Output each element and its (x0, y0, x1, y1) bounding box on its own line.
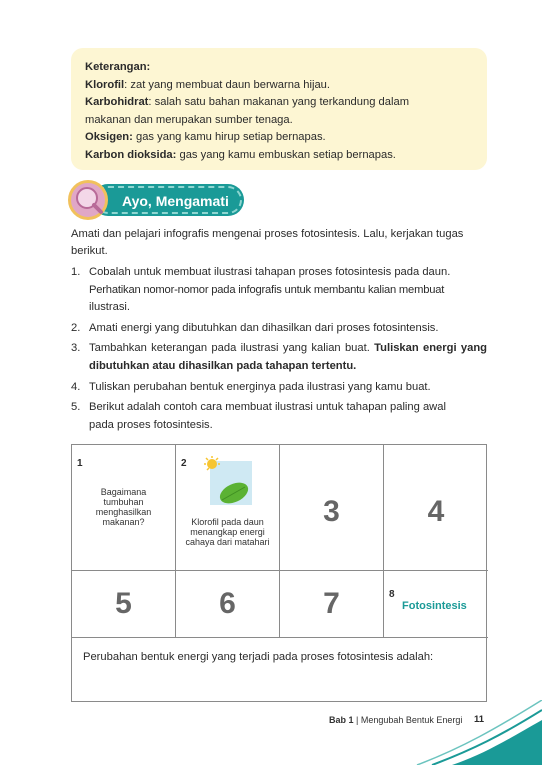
magnifier-icon (68, 180, 108, 220)
list-item: 2. Amati energi yang dibutuhkan dan dihasilkan dari proses fotosintensis. (71, 321, 439, 334)
table-cell-4: 4 (384, 445, 488, 571)
list-item: 3. Tambahkan keterangan pada ilustrasi yang kalian buat. Tuliskan energi yang dibutuhkan atau dihasilkan pada tahapan tertentu. (71, 342, 487, 372)
table-cell-8: 8 Fotosintesis (384, 571, 488, 638)
keterangan-item: makanan dan merupakan sumber tenaga. (85, 113, 293, 126)
keterangan-item: Karbon dioksida: gas yang kamu embuskan setiap bernapas. (85, 148, 396, 161)
table-cell-1: 1 Bagaimana tumbuhan menghasilkan makanan? (72, 445, 176, 571)
list-item: 5. Berikut adalah contoh cara membuat ilustrasi untuk tahapan paling awal pada proses fotosintesis. (71, 401, 446, 431)
list-item: 1. Cobalah untuk membuat ilustrasi tahapan proses fotosintesis pada daun. Perhatikan nomor-nomor pada infografis untuk membantu kalian membuat ilustrasi. (71, 266, 451, 314)
intro-paragraph: Amati dan pelajari infografis mengenai proses fotosintesis. Lalu, kerjakan tugas berikut. (71, 228, 464, 258)
section-header (68, 180, 248, 220)
list-item: 4. Tuliskan perubahan bentuk energinya pada ilustrasi yang kamu buat. (71, 380, 431, 393)
decorative-wave (392, 700, 542, 765)
keterangan-item: Karbohidrat: salah satu bahan makanan yang terkandung dalam (85, 96, 410, 109)
table-cell-3: 3 (280, 445, 384, 571)
table-cell-5: 5 (72, 571, 176, 638)
keterangan-box (71, 48, 487, 170)
table-cell-6: 6 (176, 571, 280, 638)
table-cell-2: 2 Klorofil pada daun menangkap energi cahaya dari matahari (176, 445, 280, 571)
page-number: 11 (474, 714, 485, 725)
keterangan-item: Klorofil: zat yang membuat daun berwarna hijau. (85, 78, 331, 91)
energy-change-prompt: Perubahan bentuk energi yang terjadi pada proses fotosintesis adalah: (83, 651, 434, 663)
section-title-pill (94, 186, 242, 214)
section-title: Ayo, Mengamati (122, 193, 229, 209)
table-cell-7: 7 (280, 571, 384, 638)
keterangan-item: Oksigen: gas yang kamu hirup setiap bernapas. (85, 131, 326, 144)
footer-chapter: Bab 1 | Mengubah Bentuk Energi (329, 715, 463, 725)
keterangan-heading: Keterangan: (85, 61, 151, 73)
sun-leaf-illustration (204, 455, 254, 509)
illustration-table (71, 444, 487, 702)
task-list (71, 264, 487, 434)
fotosintesis-label: Fotosintesis (402, 600, 467, 612)
